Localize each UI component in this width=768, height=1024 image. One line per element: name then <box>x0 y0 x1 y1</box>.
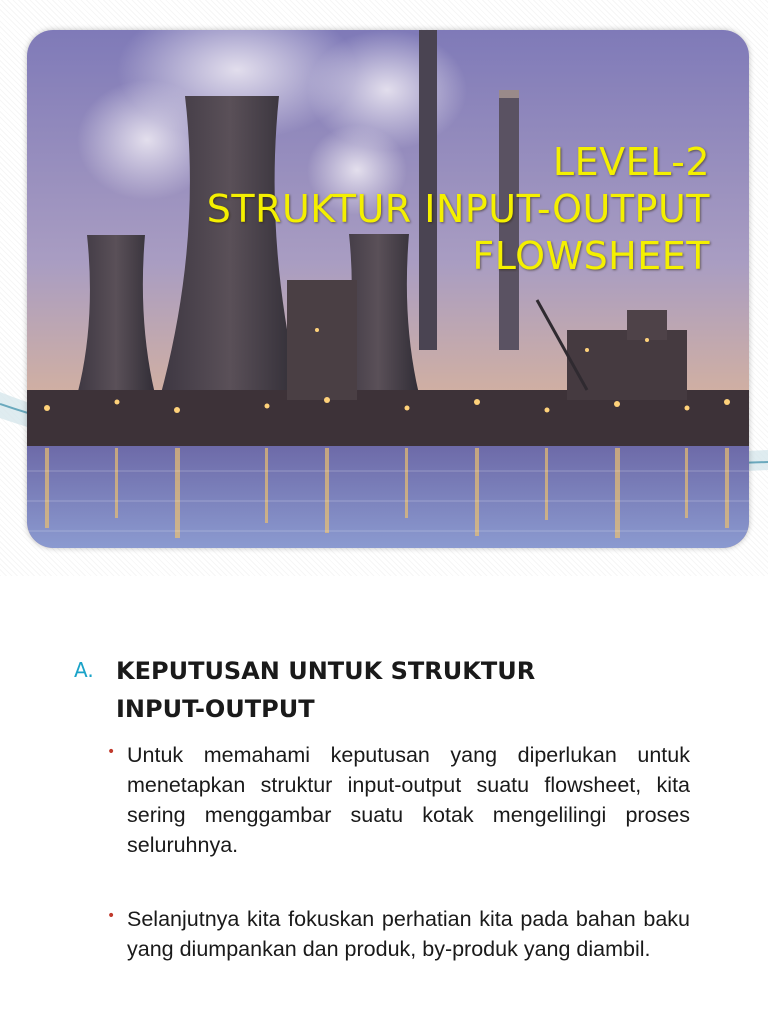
heading-line-2: INPUT-OUTPUT <box>116 695 315 723</box>
bullet-dot-icon: • <box>107 744 116 760</box>
bullet-text: Selanjutnya kita fokuskan perhatian kita pada bahan baku yang diumpankan dan produk, by-produk yang diambil. <box>127 907 690 961</box>
section-heading <box>74 652 594 728</box>
heading-text <box>116 652 594 728</box>
bullet-text: Untuk memahami keputusan yang diperlukan untuk menetapkan struktur input-output suatu flowsheet, kita sering menggambar suatu kotak mengelilingi proses seluruhnya. <box>127 743 690 857</box>
title-line-3: FLOWSHEET <box>472 234 710 278</box>
heading-line-1: KEPUTUSAN UNTUK STRUKTUR <box>116 657 536 685</box>
slide-title <box>207 139 710 280</box>
title-line-2: STRUKTUR INPUT-OUTPUT <box>206 187 710 231</box>
bullet-dot-icon: • <box>107 908 116 924</box>
heading-marker: A. <box>74 658 94 682</box>
power-plant-photo <box>27 30 749 548</box>
title-line-1: LEVEL-2 <box>552 140 710 184</box>
content-slide <box>0 576 768 1024</box>
bullet-item <box>107 740 690 860</box>
bullet-item <box>107 904 690 964</box>
